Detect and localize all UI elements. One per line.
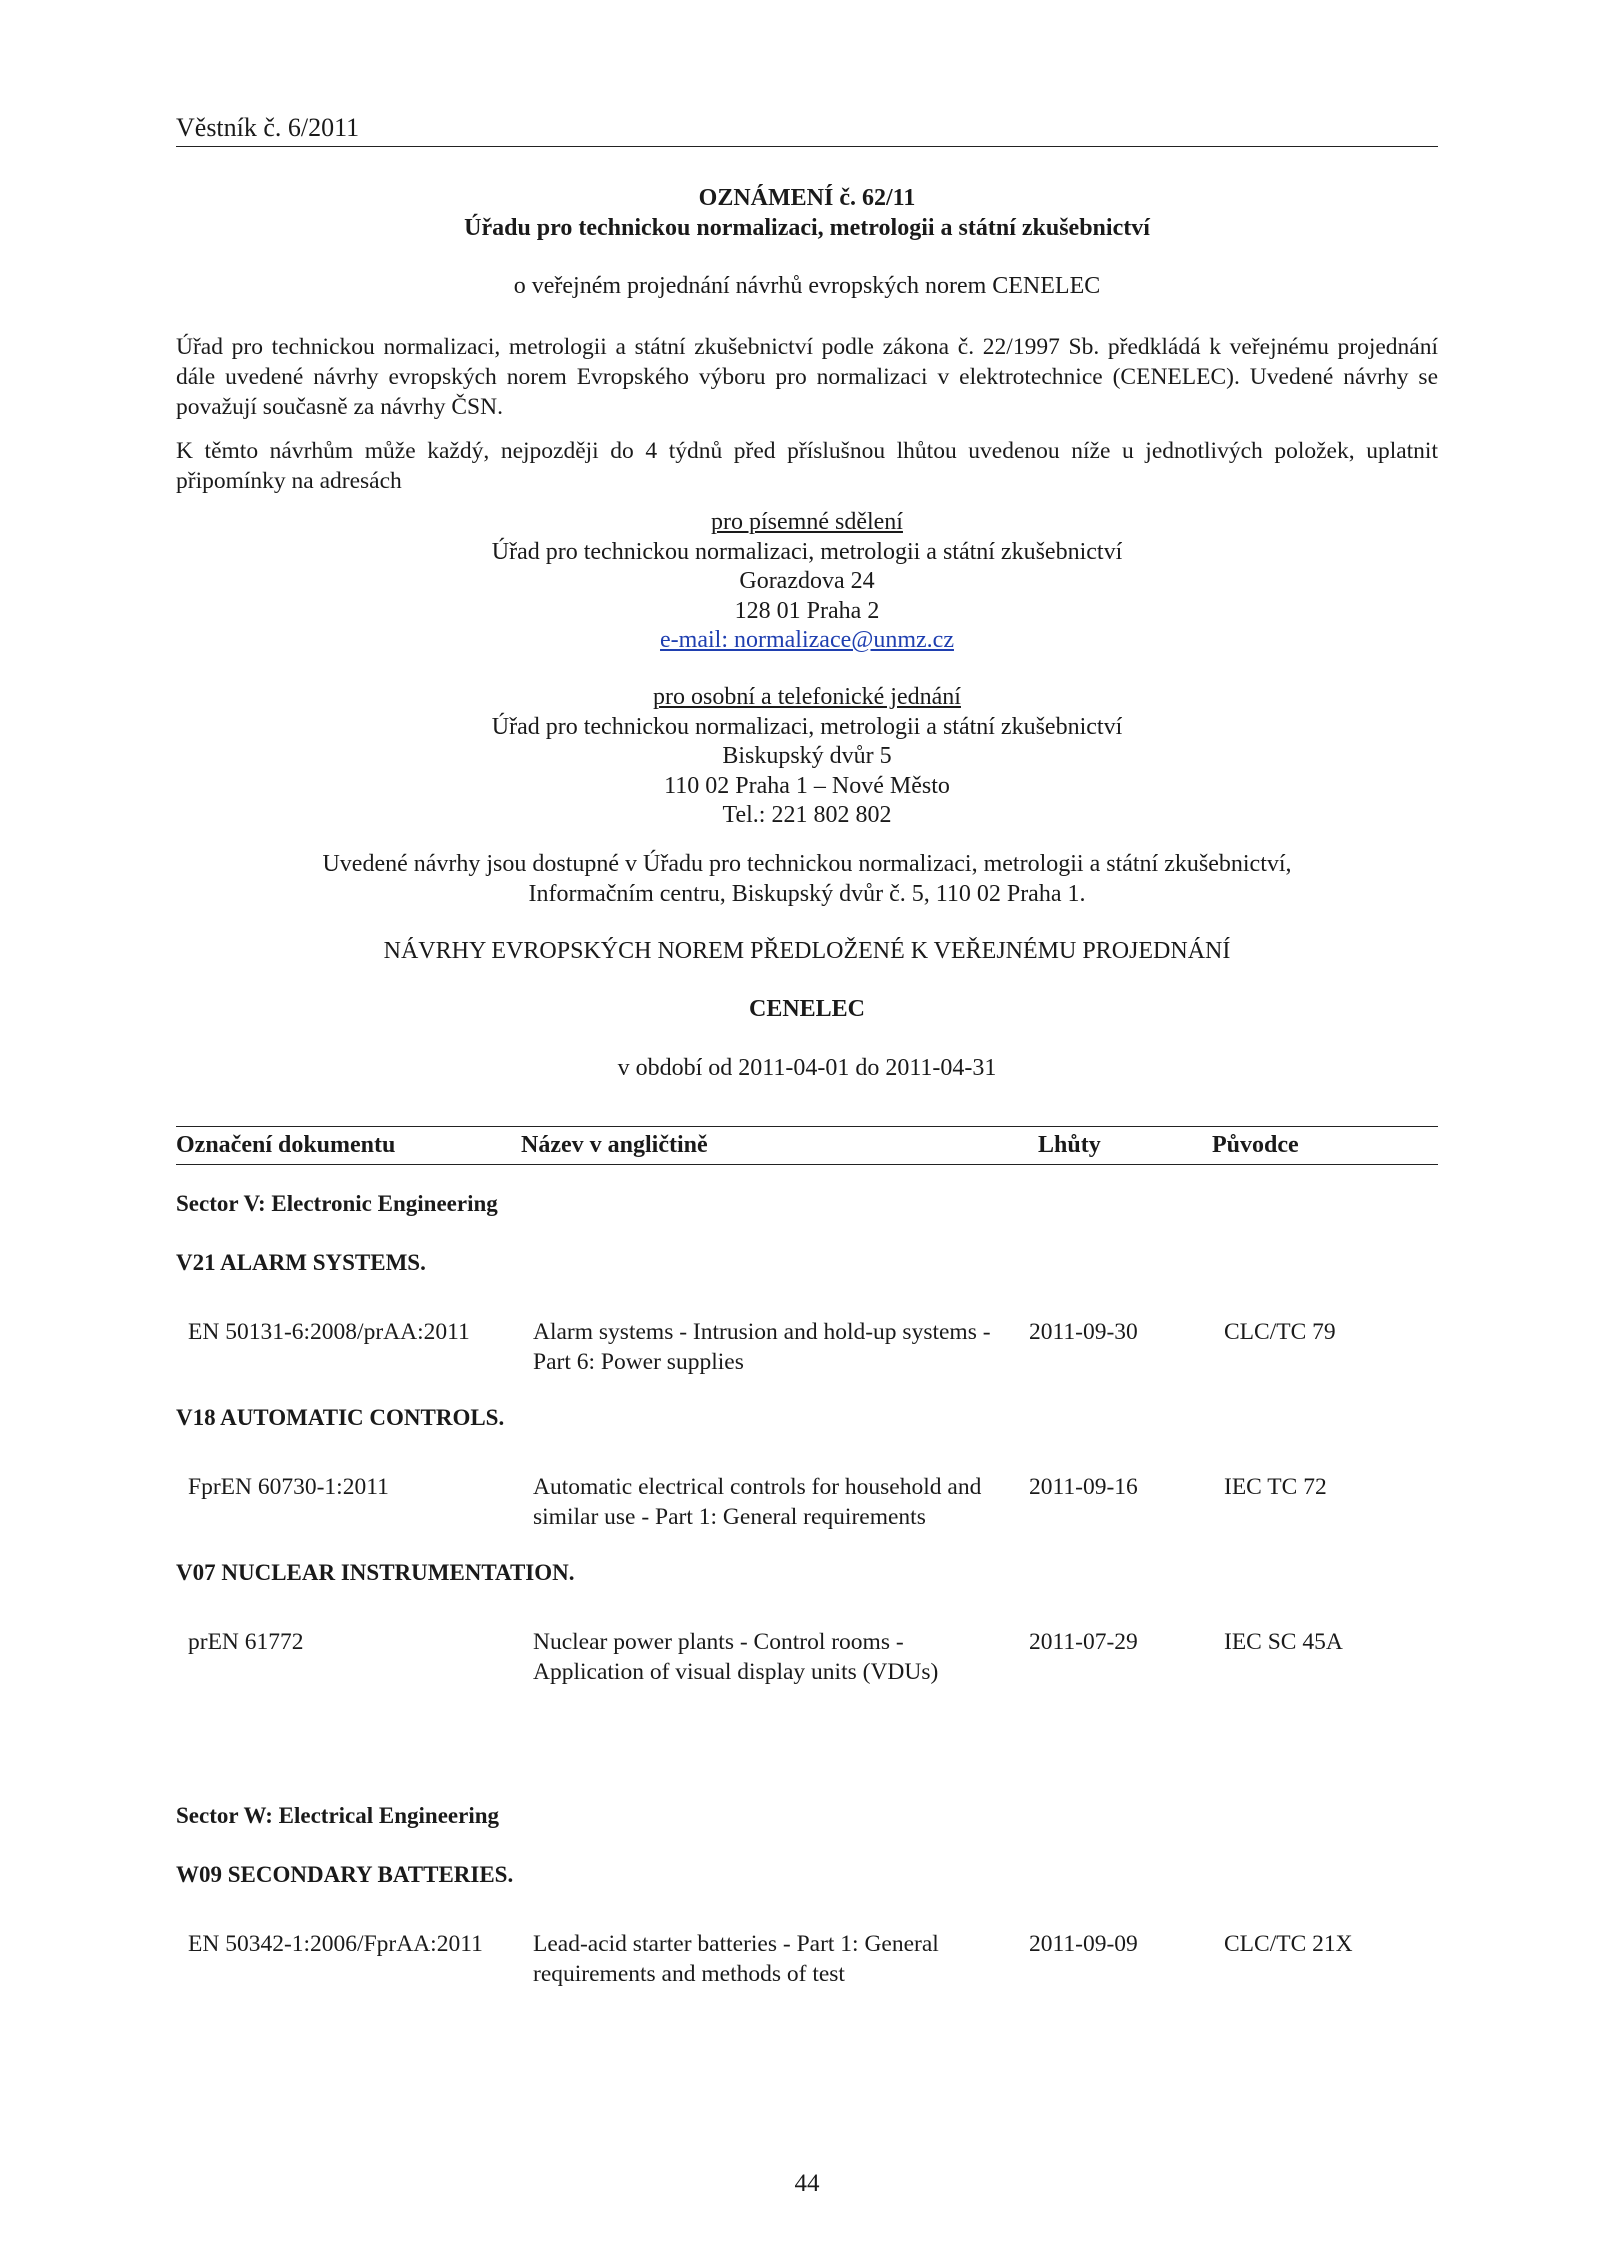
address-personal-label: pro osobní a telefonické jednání — [653, 684, 961, 710]
row-origin: IEC TC 72 — [1224, 1474, 1327, 1500]
cenelec-heading: CENELEC — [748, 996, 866, 1022]
row-title-line: Nuclear power plants - Control rooms - — [533, 1629, 904, 1655]
proposals-heading: NÁVRHY EVROPSKÝCH NOREM PŘEDLOŽENÉ K VEŘEJNÉMU PROJEDNÁNÍ — [383, 938, 1231, 964]
address-personal-city: 110 02 Praha 1 – Nové Město — [664, 772, 950, 799]
group-heading: V21 ALARM SYSTEMS. — [176, 1250, 426, 1275]
row-deadline: 2011-09-30 — [1029, 1319, 1138, 1345]
row-title — [533, 1317, 1023, 1377]
row-code: EN 50131-6:2008/prAA:2011 — [188, 1319, 470, 1345]
availability-line-2: Informačním centru, Biskupský dvůr č. 5, 110 02 Praha 1. — [528, 881, 1086, 907]
address-personal-org: Úřad pro technickou normalizaci, metrologii a státní zkušebnictví — [491, 713, 1123, 740]
document-page — [176, 0, 1438, 2263]
row-origin: CLC/TC 79 — [1224, 1319, 1336, 1345]
address-written-org: Úřad pro technickou normalizaci, metrologii a státní zkušebnictví — [491, 538, 1123, 565]
row-deadline: 2011-09-09 — [1029, 1931, 1138, 1957]
address-written-label: pro písemné sdělení — [711, 509, 903, 535]
sector-heading: Sector V: Electronic Engineering — [176, 1191, 498, 1216]
column-header-origin: Původce — [1212, 1132, 1299, 1158]
row-title — [533, 1929, 1023, 1989]
row-title-line: Lead-acid starter batteries - Part 1: General — [533, 1931, 939, 1957]
row-code: FprEN 60730-1:2011 — [188, 1474, 389, 1500]
announcement-issuer: Úřadu pro technickou normalizaci, metrologii a státní zkušebnictví — [464, 215, 1150, 241]
sector-heading: Sector W: Electrical Engineering — [176, 1803, 500, 1828]
row-title-line: requirements and methods of test — [533, 1961, 845, 1987]
address-written-street: Gorazdova 24 — [739, 568, 875, 594]
intro-paragraph: Úřad pro technickou normalizaci, metrologii a státní zkušebnictví podle zákona č. 22/1997 Sb. předkládá k veřejnému projednání dále uvedené návrhy evropských norem Evropského výboru pro normalizaci v elektrotechnice (CENELEC). Uvedené návrhy se považují současně za návrhy ČSN. — [176, 334, 1438, 420]
row-title — [533, 1627, 1023, 1687]
row-title-line: Alarm systems - Intrusion and hold-up systems - — [533, 1319, 991, 1345]
row-title-line: Automatic electrical controls for household and — [533, 1474, 982, 1500]
row-title-line: similar use - Part 1: General requirements — [533, 1504, 926, 1530]
row-deadline: 2011-07-29 — [1029, 1629, 1138, 1655]
availability-line-1: Uvedené návrhy jsou dostupné v Úřadu pro technickou normalizaci, metrologii a státní zkušebnictví, — [322, 851, 1292, 877]
header-rule — [176, 146, 1438, 147]
group-heading: V07 NUCLEAR INSTRUMENTATION. — [176, 1560, 575, 1585]
period-line: v období od 2011-04-01 do 2011-04-31 — [617, 1055, 997, 1081]
column-header-code: Označení dokumentu — [176, 1132, 396, 1158]
group-heading: W09 SECONDARY BATTERIES. — [176, 1862, 514, 1887]
comments-paragraph: K těmto návrhům může každý, nejpozději do 4 týdnů před příslušnou lhůtou uvedenou níže u jednotlivých položek, uplatnit připomínky na adresách — [176, 438, 1438, 494]
address-personal-phone: Tel.: 221 802 802 — [722, 802, 892, 828]
group-heading: V18 AUTOMATIC CONTROLS. — [176, 1405, 505, 1430]
address-personal — [176, 683, 1438, 831]
row-origin: IEC SC 45A — [1224, 1629, 1343, 1655]
row-deadline: 2011-09-16 — [1029, 1474, 1138, 1500]
availability-note — [176, 849, 1438, 909]
address-written-city: 128 01 Praha 2 — [734, 597, 880, 624]
row-origin: CLC/TC 21X — [1224, 1931, 1353, 1957]
table-top-rule — [176, 1126, 1438, 1127]
announcement-subject: o veřejném projednání návrhů evropských norem CENELEC — [513, 273, 1101, 299]
row-title-line: Application of visual display units (VDUs) — [533, 1659, 939, 1685]
row-title-line: Part 6: Power supplies — [533, 1349, 744, 1375]
address-personal-street: Biskupský dvůr 5 — [722, 743, 892, 769]
row-code: prEN 61772 — [188, 1629, 304, 1655]
email-link[interactable]: e-mail: normalizace@unmz.cz — [660, 627, 954, 653]
column-header-title: Název v angličtině — [521, 1132, 708, 1158]
page-number: 44 — [794, 2170, 820, 2197]
column-header-deadline: Lhůty — [1038, 1132, 1101, 1158]
address-written — [176, 508, 1438, 656]
journal-header: Věstník č. 6/2011 — [176, 113, 360, 142]
announcement-title: OZNÁMENÍ č. 62/11 — [698, 185, 916, 211]
row-title — [533, 1472, 1023, 1532]
row-code: EN 50342-1:2006/FprAA:2011 — [188, 1931, 483, 1957]
table-header-rule — [176, 1164, 1438, 1165]
